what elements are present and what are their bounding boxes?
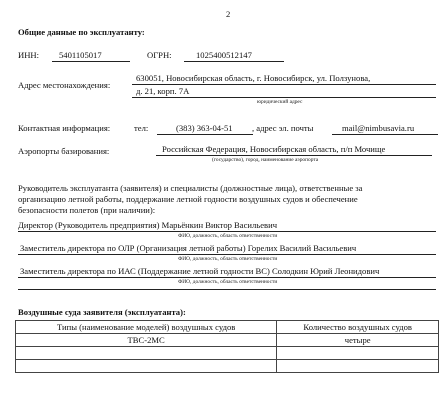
inn-underline <box>52 61 130 62</box>
aircraft-count-cell: четыре <box>277 334 439 347</box>
table-row <box>16 334 439 347</box>
person-deputy-olr: Заместитель директора по ОЛР (Организация летной работы) Горелих Василий Васильевич <box>20 243 357 253</box>
person-underline <box>18 254 436 255</box>
operator-heading: Общие данные по эксплуатанту: <box>18 27 145 37</box>
contacts-label: Контактная информация: <box>18 123 111 133</box>
person-underline <box>18 277 436 278</box>
phone-underline <box>157 134 253 135</box>
table-row <box>16 360 439 373</box>
blank-line <box>18 289 436 290</box>
airports-caption: (государство), город, наименование аэропорта <box>212 157 319 163</box>
person-caption: ФИО, должность, область ответственности <box>178 279 278 285</box>
ogrn-label: ОГРН: <box>147 50 172 60</box>
address-line-1: 630051, Новосибирская область, г. Новосибирск, ул. Ползунова, <box>136 73 371 83</box>
aircraft-type-cell: ТВС-2МС <box>16 334 277 347</box>
aircraft-type-cell <box>16 360 277 373</box>
management-intro-3: безопасности полетов (при наличии): <box>18 205 156 215</box>
address-caption: юридический адрес <box>257 99 303 105</box>
airports-value: Российская Федерация, Новосибирская область, п/п Мочище <box>162 144 386 154</box>
ogrn-value: 1025400512147 <box>196 50 252 60</box>
aircraft-heading: Воздушные суда заявителя (эксплуатанта): <box>18 307 186 317</box>
table-header-row <box>16 321 439 334</box>
address-label: Адрес местонахождения: <box>18 80 111 90</box>
airports-label: Аэропорты базирования: <box>18 146 110 156</box>
phone-value: (383) 363-04-51 <box>176 123 233 133</box>
address-line-2: д. 21, корп. 7А <box>136 86 190 96</box>
phone-label: тел: <box>134 123 149 133</box>
email-underline <box>332 134 438 135</box>
airports-underline <box>156 155 432 156</box>
table-row <box>16 347 439 360</box>
person-caption: ФИО, должность, область ответственности <box>178 256 278 262</box>
aircraft-table <box>15 320 439 373</box>
inn-label: ИНН: <box>18 50 40 60</box>
aircraft-count-cell <box>277 347 439 360</box>
email-label: , адрес эл. почты <box>252 123 314 133</box>
col-count-header: Количество воздушных судов <box>277 321 439 334</box>
col-types-header: Типы (наименование моделей) воздушных судов <box>16 321 277 334</box>
management-intro-1: Руководитель эксплуатанта (заявителя) и специалисты (должностные лица), ответственные за <box>18 183 363 193</box>
inn-value: 5401105017 <box>59 50 102 60</box>
email-value: mail@nimbusavia.ru <box>342 123 415 133</box>
page-number: 2 <box>226 9 231 19</box>
aircraft-type-cell <box>16 347 277 360</box>
person-caption: ФИО, должность, область ответственности <box>178 233 278 239</box>
aircraft-count-cell <box>277 360 439 373</box>
person-underline <box>18 231 436 232</box>
management-intro-2: организацию летной работы, поддержание летной годности воздушных судов и обеспечение <box>18 194 358 204</box>
address-underline-2 <box>132 97 436 98</box>
address-underline-1 <box>132 84 436 85</box>
ogrn-underline <box>184 61 284 62</box>
person-deputy-ias: Заместитель директора по ИАС (Поддержание летной годности ВС) Солодкин Юрий Леонидович <box>20 266 380 276</box>
person-director: Директор (Руководитель предприятия) Марьёнкин Виктор Васильевич <box>18 220 278 230</box>
